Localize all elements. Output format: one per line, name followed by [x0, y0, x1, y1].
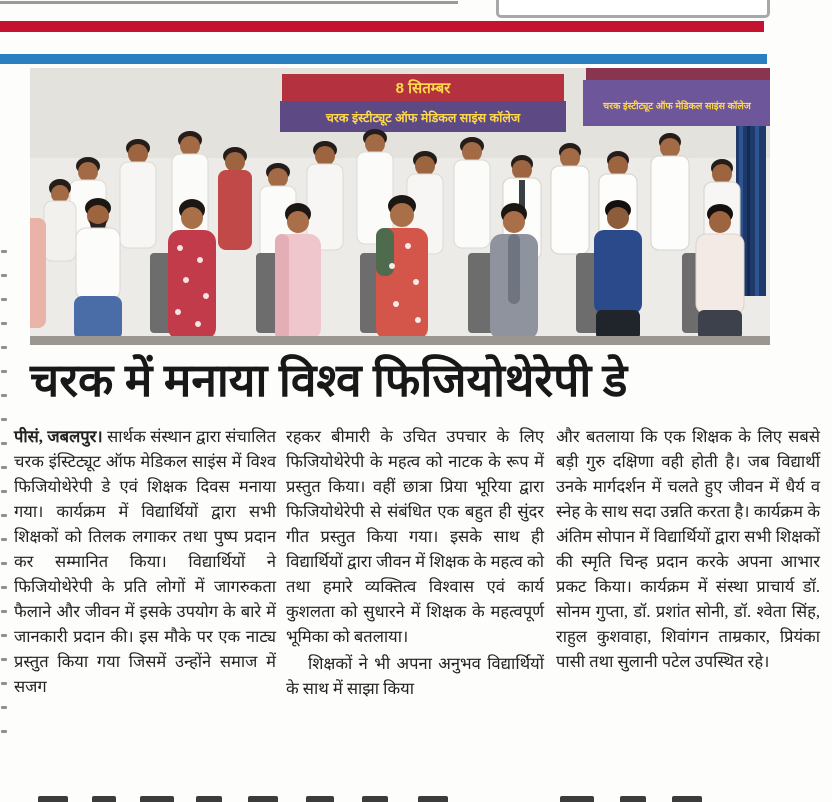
- article-column-1: [14, 424, 276, 792]
- top-box-outline: [496, 0, 770, 18]
- red-divider-bar: [0, 21, 764, 32]
- headline: चरक में मनाया विश्व फिजियोथेरेपी डे: [30, 355, 628, 406]
- dateline: पीसं, जबलपुर।: [14, 427, 103, 446]
- bottom-cutoff-marks: [0, 795, 832, 802]
- group-photo: [30, 68, 770, 345]
- column1-paragraph: सार्थक संस्थान द्वारा संचालित चरक इंस्टिट्यूट ऑफ मेडिकल साइंस में विश्व फिजियोथेरेपी डे एवं शिक्षक दिवस मनाया गया। कार्यक्रम में विद्यार्थियों द्वारा सभी शिक्षकों को तिलक लगाकर तथा पुष्प प्रदान कर सम्मानित किया। विद्यार्थियों ने फिजियोथेरेपी के प्रति लोगों में जागरुकता फैलाने और जीवन में इसके उपयोग के बारे में जानकारी प्रदान की। इस मौके पर एक नाट्य प्रस्तुत किया गया जिसमें उन्होंने समाज में सजग: [14, 427, 276, 696]
- column3-paragraph: और बतलाया कि एक शिक्षक के लिए सबसे बड़ी गुरु दक्षिणा वही होती है। जब विद्यार्थी उनके मार्गदर्शन में चलते हुए जीवन में धैर्य व स्नेह के साथ सदा उन्नति करता है। कार्यक्रम के अंतिम सोपान में विद्यार्थियों द्वारा सभी शिक्षकों की स्मृति चिन्ह प्रदान करके अपना आभार प्रकट किया। कार्यक्रम में संस्था प्राचार्य डॉ. सोनम गुप्ता, डॉ. प्रशांत सोनी, डॉ. श्वेता सिंह, राहुल कुशवाहा, शिवांगन ताम्रकार, प्रियंका पासी तथा सुलानी पटेल उपस्थित रहे।: [556, 427, 820, 671]
- left-margin-cutoff-marks: [0, 250, 8, 795]
- banner-right-text: चरक इंस्टीट्यूट ऑफ मेडिकल साइंस कॉलेज: [603, 101, 751, 112]
- photo-floor: [30, 336, 770, 345]
- blue-divider-bar: [0, 54, 767, 64]
- banner-right: [583, 68, 770, 126]
- column2-paragraph-2: शिक्षकों ने भी अपना अनुभव विद्यार्थियों के साथ में साझा किया: [286, 654, 544, 698]
- banner-left-text: चरक इंस्टीट्यूट ऑफ मेडिकल साइंस कॉलेज: [325, 111, 521, 125]
- banner-left: [280, 74, 566, 132]
- banner-left-date: 8 सितम्बर: [395, 80, 451, 97]
- article-column-2: [286, 424, 544, 792]
- top-grey-rule: [0, 1, 458, 4]
- article-column-3: [556, 424, 820, 792]
- column2-paragraph-1: रहकर बीमारी के उचित उपचार के लिए फिजियोथेरेपी के महत्व को नाटक के रूप में प्रस्तुत किया। वहीं छात्रा प्रिया भूरिया द्वारा फिजियोथेरेपी से संबंधित एक बहुत ही सुंदर गीत प्रस्तुत किया गया। इसके साथ ही विद्यार्थियों द्वारा जीवन में शिक्षक के महत्व को तथा हमारे व्यक्तित्व विश्वास एवं कार्य कुशलता को सुधारने में शिक्षक के महत्वपूर्ण भूमिका को बतलाया।: [286, 427, 544, 646]
